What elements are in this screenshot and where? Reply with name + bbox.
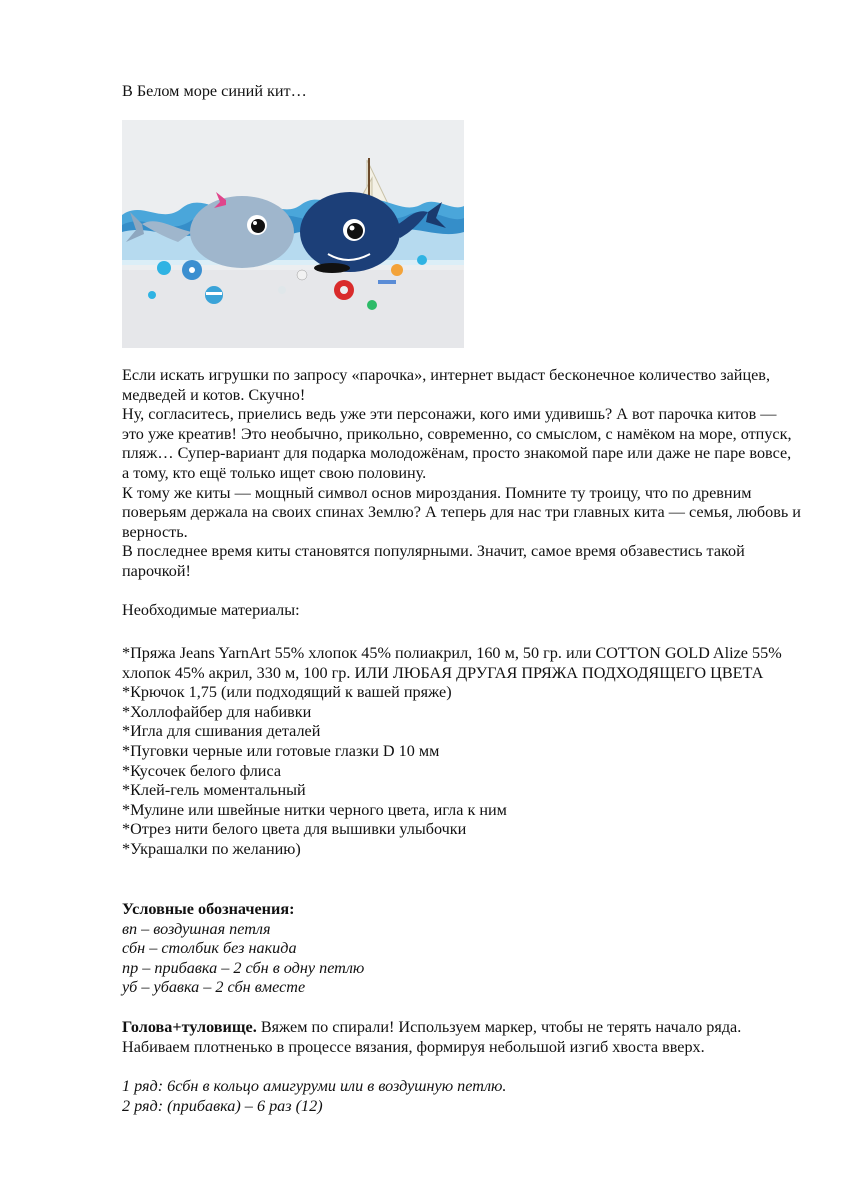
materials-item: *Клей-гель моментальный: [122, 781, 306, 800]
legend-heading: Условные обозначения:: [122, 900, 295, 918]
materials-item: *Крючок 1,75 (или подходящий к вашей пряже): [122, 683, 452, 702]
head-body-section: [122, 1018, 802, 1057]
intro-paragraph-3: К тому же киты — мощный символ основ мироздания. Помните ту троицу, что по древним поверьям держала на своих спинах Землю? А теперь для нас три главных кита — семья, любовь и верность.: [122, 483, 801, 541]
materials-heading: Необходимые материалы:: [122, 601, 300, 619]
intro-text: [122, 366, 802, 582]
legend-item: пр – прибавка – 2 сбн в одну петлю: [122, 958, 365, 977]
legend-section: [122, 900, 802, 998]
materials-item: *Пряжа Jeans YarnArt 55% хлопок 45% полиакрил, 160 м, 50 гр. или COTTON GOLD Alize 55% хлопок 45% акрил, 330 м, 100 гр. ИЛИ ЛЮБАЯ ДРУГАЯ ПРЯЖА ПОДХОДЯЩЕГО ЦВЕТА: [122, 644, 782, 682]
intro-paragraph-4: В последнее время киты становятся популярными. Значит, самое время обзавестись такой парочкой!: [122, 542, 745, 580]
crochet-whales-illustration: [122, 120, 464, 348]
row-instruction: 2 ряд: (прибавка) – 6 раз (12): [122, 1096, 323, 1115]
materials-item: *Пуговки черные или готовые глазки D 10 мм: [122, 741, 440, 760]
materials-item: *Игла для сшивания деталей: [122, 722, 321, 741]
legend-item: уб – убавка – 2 сбн вместе: [122, 978, 306, 997]
legend-item: вп – воздушная петля: [122, 919, 271, 938]
materials-list: [122, 644, 802, 860]
rows-list: [122, 1077, 802, 1116]
intro-paragraph-1: Если искать игрушки по запросу «парочка», интернет выдаст бесконечное количество зайцев, медведей и котов. Скучно!: [122, 366, 770, 404]
intro-paragraph-2: Ну, согласитесь, приелись ведь уже эти персонажи, кого ими удивишь? А вот парочка китов — это уже креатив! Это необычно, прикольно, современно, со смыслом, с намёком на море, отпуск, пляж… Супер-вариант для подарка молодожёнам, просто знакомой паре или даже не паре вовсе, а тому, кто ещё только ищет свою половину.: [122, 405, 792, 482]
legend-item: сбн – столбик без накида: [122, 939, 297, 958]
section-text: Вяжем по спирали! Используем маркер, чтобы не терять начало ряда. Набиваем плотненько в процессе вязания, формируя небольшой изгиб хвоста вверх.: [122, 1018, 742, 1056]
section-heading: Голова+туловище.: [122, 1018, 257, 1036]
document-title: В Белом море синий кит…: [122, 82, 307, 100]
row-instruction: 1 ряд: 6сбн в кольцо амигуруми или в воздушную петлю.: [122, 1077, 507, 1095]
materials-item: *Мулине или швейные нитки черного цвета, игла к ним: [122, 800, 507, 819]
materials-item: *Кусочек белого флиса: [122, 761, 282, 780]
materials-item: *Холлофайбер для набивки: [122, 702, 312, 721]
whales-photo: [122, 120, 464, 348]
materials-item: *Отрез нити белого цвета для вышивки улыбочки: [122, 820, 467, 839]
materials-item: *Украшалки по желанию): [122, 839, 301, 858]
